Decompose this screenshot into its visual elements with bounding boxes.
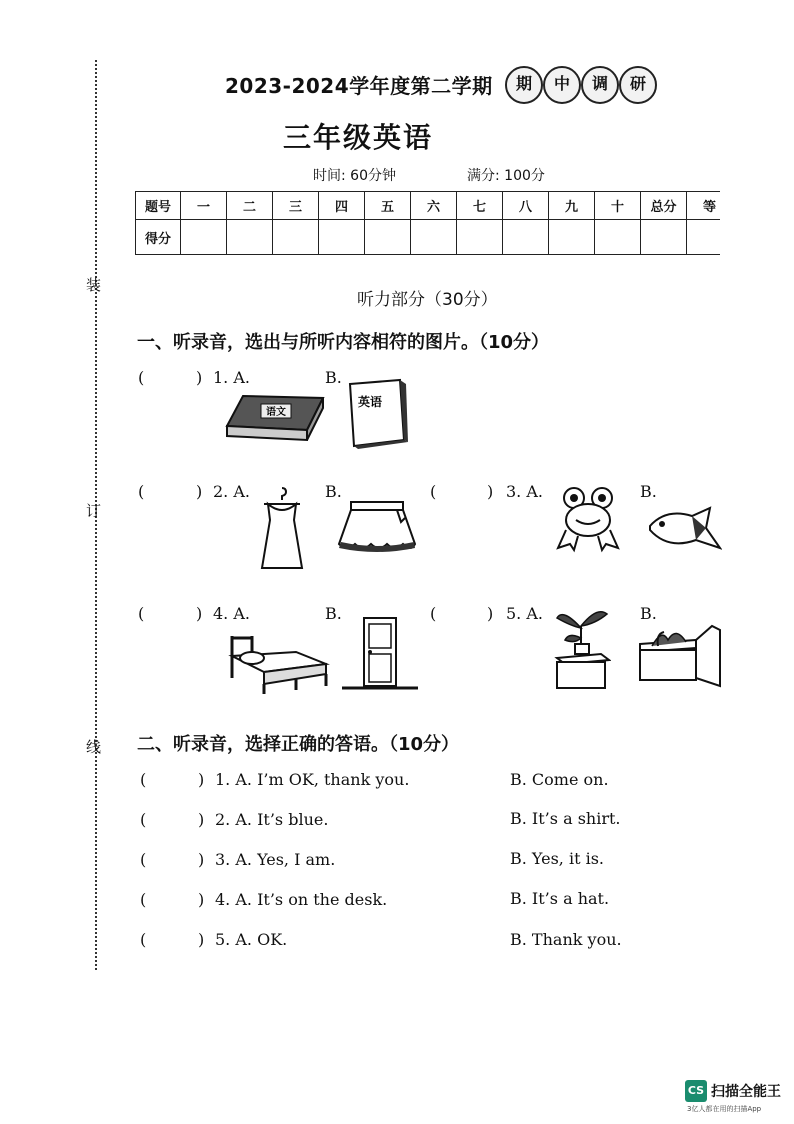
camscanner-logo-icon: CS: [685, 1080, 707, 1102]
answer-paren-open: (: [140, 770, 147, 789]
exam-term-title: 2023-2024学年度第二学期: [225, 74, 493, 98]
score-blank[interactable]: [641, 220, 687, 255]
table-cell: 等: [687, 192, 733, 220]
score-blank[interactable]: [227, 220, 273, 255]
option-a-text: 3. A. Yes, I am.: [215, 850, 336, 869]
option-b-label: B.: [640, 482, 657, 501]
answer-paren-open: (: [138, 368, 145, 387]
table-cell: 得分: [136, 220, 181, 255]
option-a-text: 4. A. It’s on the desk.: [215, 890, 388, 909]
question-number: 2. A.: [213, 482, 250, 501]
door-icon: [340, 614, 420, 692]
table-cell: 三: [273, 192, 319, 220]
score-blank[interactable]: [365, 220, 411, 255]
answer-paren-open: (: [138, 604, 145, 623]
section1-title: 一、听录音，选出与所听内容相符的图片。（10分）: [137, 332, 550, 353]
answer-paren-open: (: [140, 810, 147, 829]
option-b-text: B. It’s a hat.: [510, 889, 610, 908]
table-cell: 二: [227, 192, 273, 220]
score-blank[interactable]: [181, 220, 227, 255]
answer-paren-close: ): [196, 368, 203, 387]
chinese-book-icon: [225, 392, 325, 446]
option-a-text: 2. A. It’s blue.: [215, 810, 329, 829]
question-number: 3. A.: [506, 482, 543, 501]
english-book-label: 英语: [357, 395, 383, 409]
table-cell: 六: [411, 192, 457, 220]
option-b-text: B. Yes, it is.: [510, 849, 604, 868]
table-cell: 一: [181, 192, 227, 220]
answer-paren-close: ): [487, 482, 494, 501]
fish-icon: [648, 506, 722, 552]
bed-icon: [226, 632, 330, 696]
question-number: 1. A.: [213, 368, 250, 387]
table-cell: 九: [549, 192, 595, 220]
option-b-label: B.: [640, 604, 657, 623]
answer-paren-open: (: [140, 930, 147, 949]
chinese-book-label: 语文: [266, 407, 286, 418]
option-a-text: 1. A. I’m OK, thank you.: [215, 770, 410, 789]
question-number: 4. A.: [213, 604, 250, 623]
listening-part-title: 听力部分（30分）: [357, 290, 498, 310]
option-b-text: B. It’s a shirt.: [510, 809, 621, 828]
answer-paren-close: ): [198, 930, 205, 949]
stamp-qi: 期: [505, 66, 543, 104]
answer-paren-close: ): [196, 604, 203, 623]
answer-paren-close: ): [196, 482, 203, 501]
answer-paren-open: (: [430, 604, 437, 623]
answer-paren-close: ): [198, 810, 205, 829]
camscanner-app-name: 扫描全能王: [711, 1084, 781, 1100]
answer-paren-open: (: [140, 890, 147, 909]
skirt-icon: [337, 500, 417, 554]
page-edge-crop: [720, 185, 794, 265]
stamp-zhong: 中: [543, 66, 581, 104]
option-b-label: B.: [325, 368, 342, 387]
score-table-header-row: [136, 192, 733, 220]
answer-paren-open: (: [138, 482, 145, 501]
score-blank[interactable]: [273, 220, 319, 255]
plant-on-box-icon: [553, 604, 611, 690]
subject-title: 三年级英语: [283, 121, 434, 154]
score-blank[interactable]: [503, 220, 549, 255]
frog-icon: [556, 486, 620, 554]
answer-paren-close: ): [198, 890, 205, 909]
table-cell: 题号: [136, 192, 181, 220]
table-cell: 八: [503, 192, 549, 220]
exam-full-score: 满分: 100分: [467, 168, 545, 184]
section2-title: 二、听录音，选择正确的答语。（10分）: [137, 734, 460, 755]
margin-char-zhuang: 装: [86, 276, 102, 294]
score-blank[interactable]: [319, 220, 365, 255]
question-number: 5. A.: [506, 604, 543, 623]
score-table: [135, 191, 733, 255]
option-b-label: B.: [325, 604, 342, 623]
dress-icon: [252, 486, 312, 572]
answer-paren-close: ): [198, 770, 205, 789]
option-b-text: B. Thank you.: [510, 930, 622, 949]
table-cell: 总分: [641, 192, 687, 220]
score-blank[interactable]: [595, 220, 641, 255]
table-cell: 七: [457, 192, 503, 220]
score-blank[interactable]: [549, 220, 595, 255]
score-table-score-row: [136, 220, 733, 255]
margin-char-ding: 订: [86, 502, 102, 520]
answer-paren-close: ): [487, 604, 494, 623]
option-a-text: 5. A. OK.: [215, 930, 288, 949]
option-b-label: B.: [325, 482, 342, 501]
score-blank[interactable]: [411, 220, 457, 255]
answer-paren-close: ): [198, 850, 205, 869]
table-cell: 四: [319, 192, 365, 220]
table-cell: 五: [365, 192, 411, 220]
table-cell: 十: [595, 192, 641, 220]
stamp-yan: 研: [619, 66, 657, 104]
margin-char-xian: 线: [86, 738, 102, 756]
camscanner-tagline: 3亿人都在用的扫描App: [687, 1105, 762, 1113]
answer-paren-open: (: [140, 850, 147, 869]
plant-in-box-icon: [638, 624, 722, 688]
score-blank[interactable]: [457, 220, 503, 255]
exam-time: 时间: 60分钟: [313, 168, 396, 184]
answer-paren-open: (: [430, 482, 437, 501]
stamp-diao: 调: [581, 66, 619, 104]
option-b-text: B. Come on.: [510, 770, 609, 789]
english-book-icon: [348, 378, 408, 450]
